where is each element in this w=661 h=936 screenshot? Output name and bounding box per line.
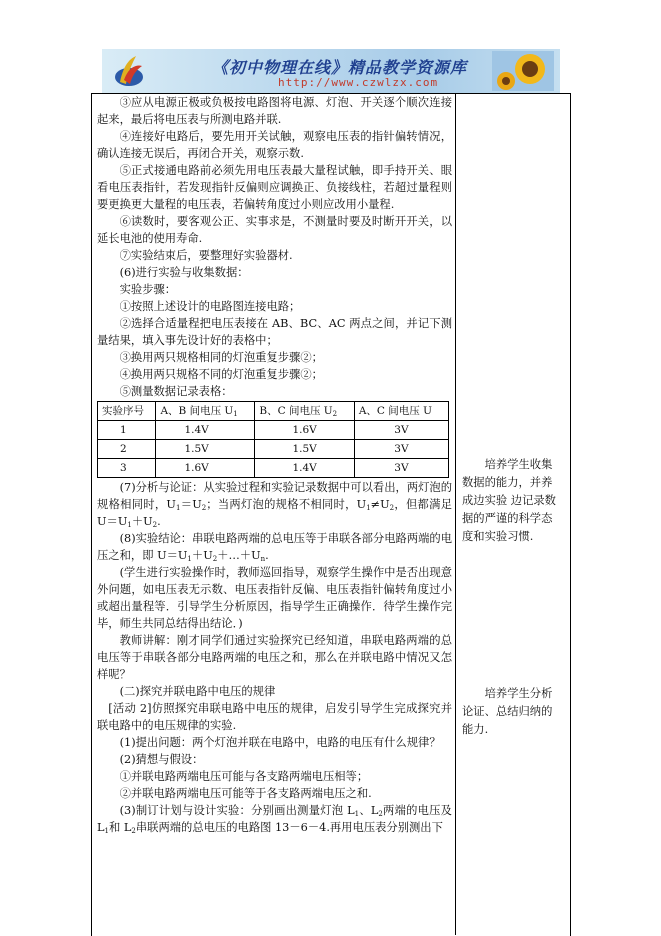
- table-header: A、B 间电压 $U_1$: [156, 402, 255, 421]
- activity-2-paragraph: [活动 2]仿照探究串联电路中电压的规律，启发引导学生完成探究并联电路中的电压规律的实验.: [97, 702, 452, 732]
- teacher-guidance-paragraph: (学生进行实验操作时，教师巡回指导，观察学生操作中是否出现意外问题，如电压表无示数、电压表指针反偏、电压表指针偏转角度过小或超出量程等．引导学生分析原因，指导学生正确操作．待学生操作完毕，师生共同总结得出结论．): [97, 566, 452, 630]
- section-6-heading: (6)进行实验与收集数据：: [119, 266, 249, 279]
- sunflower-icon: [492, 51, 554, 91]
- step-5-text: ⑤正式接通电路前必须先用电压表最大量程试触，即手持开关、眼看电压表指针，若发现指针反偏则应调换正、负接线柱，若超过量程则要更换更大量程的电压表，若偏转角度过小则应改用小量程.: [97, 164, 452, 211]
- step-6-text: ⑥读数时，要客观公正、实事求是，不测量时要及时断开开关，以延长电池的使用寿命.: [97, 215, 452, 245]
- table-row: [98, 459, 449, 478]
- table-header: A、C 间电压 U: [354, 402, 448, 421]
- site-logo-icon: [110, 52, 148, 90]
- table-cell: 2: [98, 440, 156, 459]
- table-header-row: [98, 402, 449, 421]
- table-cell: 3: [98, 459, 156, 478]
- table-header: B、C 间电压 $U_2$: [255, 402, 354, 421]
- side-note-text: 培养学生收集数据的能力，并养成边实验 边记录数据的严谨的科学态度和实验习惯.: [462, 458, 556, 543]
- question-paragraph: (1)提出问题：两个灯泡并联在电路中，电路的电压有什么规律？: [119, 736, 441, 749]
- conclusion-paragraph: (8)实验结论：串联电路两端的总电压等于串联各部分电路两端的电压之和，即 $U=U_1+U_2+\dots+U_n$.: [97, 532, 452, 563]
- table-row: [98, 421, 449, 440]
- plan-paragraph: (3)制订计划与设计实验：分别画出测量灯泡 $L_1$、$L_2$两端的电压及 $L_1$和 $L_2$串联两端的总电压的电路图 13－6－4.再用电压表分别测出下: [97, 804, 452, 835]
- procedure-1: ①按照上述设计的电路图连接电路；: [119, 300, 301, 313]
- hypothesis-1: ①并联电路两端电压可能与各支路两端电压相等；: [119, 770, 369, 783]
- table-cell: 3V: [354, 421, 448, 440]
- analysis-paragraph: (7)分析与论证：从实验过程和实验记录数据中可以看出，两灯泡的规格相同时，$U_1=U_2$；当两灯泡的规格不相同时，$U_1\ne U_2$，但都满足 $U=U_1+U_2$.: [97, 481, 452, 529]
- section-2-heading: (二)探究并联电路中电压的规律: [119, 685, 276, 698]
- banner-url[interactable]: http://www.czwlzx.com: [278, 76, 439, 89]
- voltage-data-table: [97, 401, 449, 478]
- procedure-label: 实验步骤：: [119, 283, 177, 296]
- step-7-text: ⑦实验结束后，要整理好实验器材.: [119, 249, 293, 262]
- table-cell: 1: [98, 421, 156, 440]
- side-note-2: [462, 685, 562, 739]
- main-column: [97, 94, 452, 836]
- teacher-explanation-paragraph: 教师讲解：刚才同学们通过实验探究已经知道，串联电路两端的总电压等于串联各部分电路两端的电压之和，那么在并联电路中情况又怎样呢？: [97, 634, 452, 681]
- hypothesis-2: ②并联电路两端电压可能等于各支路两端电压之和.: [119, 787, 372, 800]
- table-cell: 3V: [354, 440, 448, 459]
- table-cell: 3V: [354, 459, 448, 478]
- procedure-5: ⑤测量数据记录表格：: [119, 385, 233, 398]
- hypothesis-heading: (2)猜想与假设：: [119, 753, 204, 766]
- table-row: [98, 440, 449, 459]
- column-divider: [455, 93, 456, 935]
- table-header: 实验序号: [98, 402, 156, 421]
- table-cell: 1.5V: [255, 440, 354, 459]
- procedure-3: ③换用两只规格相同的灯泡重复步骤②；: [119, 351, 323, 364]
- table-cell: 1.5V: [156, 440, 255, 459]
- procedure-2: ②选择合适量程把电压表接在 AB、BC、AC 两点之间，并记下测量结果，填入事先设计好的表格中；: [97, 317, 452, 347]
- table-cell: 1.4V: [255, 459, 354, 478]
- banner-title: 《初中物理在线》精品教学资源库: [212, 58, 468, 77]
- table-cell: 1.4V: [156, 421, 255, 440]
- table-cell: 1.6V: [156, 459, 255, 478]
- header-banner: [102, 49, 560, 93]
- step-4-text: ④连接好电路后，要先用开关试触，观察电压表的指针偏转情况，确认连接无误后，再闭合开关，观察示数.: [97, 130, 452, 160]
- side-note-1: [462, 456, 562, 546]
- table-cell: 1.6V: [255, 421, 354, 440]
- step-3-text: ③应从电源正极或负极按电路图将电源、灯泡、开关逐个顺次连接起来，最后将电压表与所测电路并联.: [97, 96, 452, 126]
- side-note-text: 培养学生分析论证、总结归纳的能力.: [462, 687, 553, 736]
- procedure-4: ④换用两只规格不同的灯泡重复步骤②；: [119, 368, 323, 381]
